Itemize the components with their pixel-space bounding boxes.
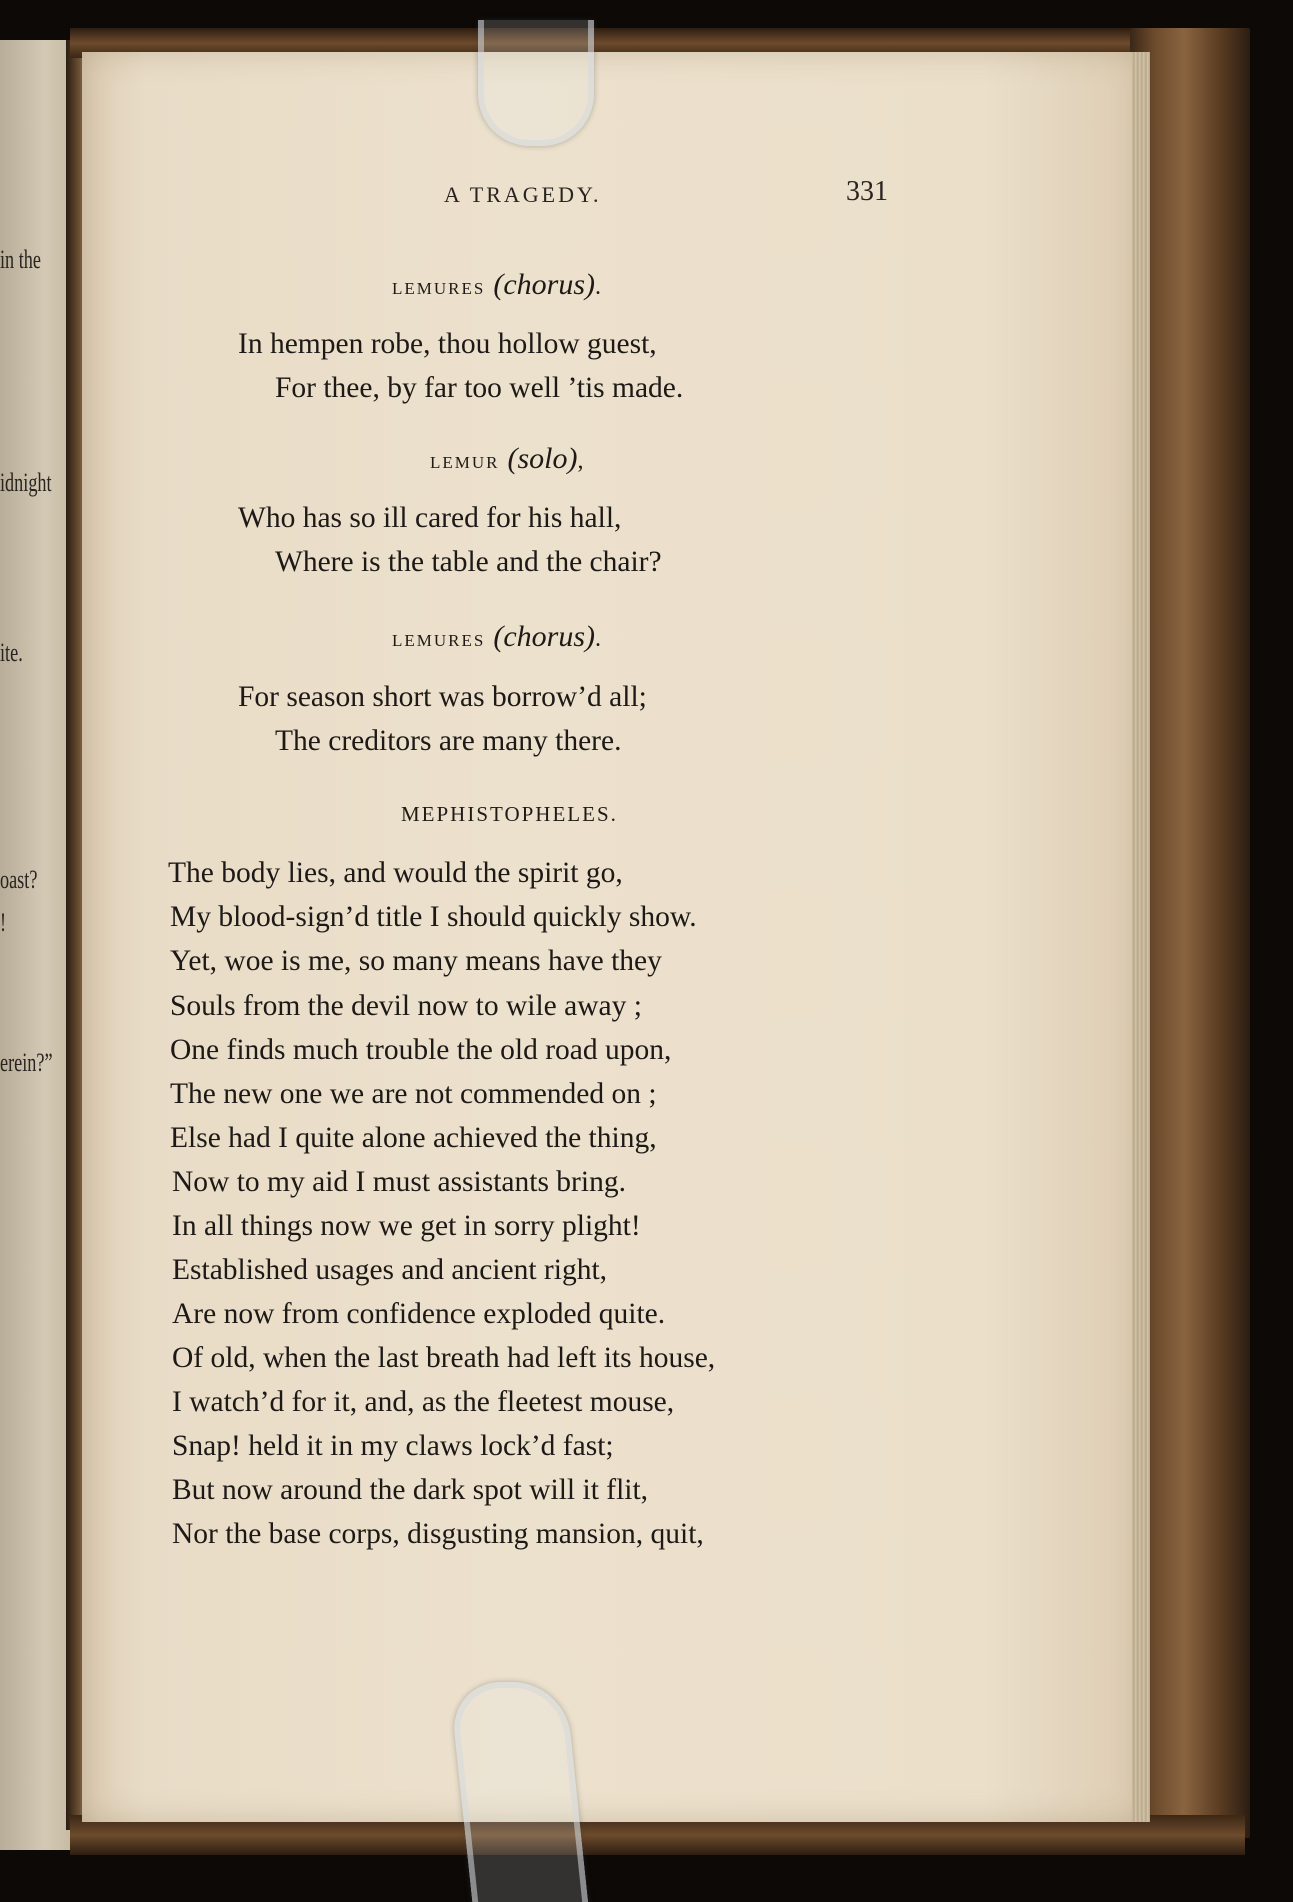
page-stack-edge — [1132, 52, 1150, 1822]
page-number: 331 — [846, 176, 888, 207]
verse-line: My blood-sign’d title I should quickly show. — [170, 901, 697, 933]
speaker-punctuation: , — [577, 448, 586, 474]
verse-line: In all things now we get in sorry plight! — [172, 1210, 641, 1242]
left-page-fragment: in the — [0, 245, 41, 274]
verse-line: The body lies, and would the spirit go, — [168, 857, 623, 889]
speaker-name: lemures — [392, 274, 486, 300]
left-page-fragment: oast? — [0, 865, 38, 894]
stage-direction: chorus — [503, 268, 586, 301]
verse-line: Yet, woe is me, so many means have they — [170, 945, 662, 977]
speaker-punctuation: . — [595, 274, 604, 300]
verse-line: Nor the base corps, disgusting mansion, quit, — [172, 1518, 704, 1550]
left-page-fragment: idnight — [0, 468, 52, 497]
verse-line: Are now from confidence exploded quite. — [172, 1298, 666, 1330]
left-page-fragment: ! — [0, 908, 7, 937]
left-page-fragment: erein?” — [0, 1048, 53, 1077]
verse-line: The new one we are not commended on ; — [170, 1078, 657, 1110]
verse-line: Else had I quite alone achieved the thing, — [170, 1122, 657, 1154]
stage-direction: chorus — [503, 620, 586, 653]
running-head: A TRAGEDY. — [444, 182, 602, 207]
speaker-heading: lemures (chorus). — [392, 268, 604, 301]
left-page-fragment: ite. — [0, 638, 23, 667]
verse-line: I watch’d for it, and, as the fleetest mouse, — [172, 1386, 675, 1418]
verse-line: In hempen robe, thou hollow guest, — [238, 328, 657, 360]
verse-line: Where is the table and the chair? — [275, 546, 662, 578]
verse-line: One finds much trouble the old road upon, — [170, 1034, 672, 1066]
top-page-clip — [478, 20, 594, 146]
speaker-name: lemur — [430, 448, 500, 474]
verse-line: Souls from the devil now to wile away ; — [170, 990, 642, 1022]
verse-line: Of old, when the last breath had left its house, — [172, 1342, 716, 1374]
speaker-heading — [401, 802, 618, 827]
verse-line: But now around the dark spot will it flit, — [172, 1474, 649, 1506]
speaker-heading: lemur (solo), — [430, 442, 586, 475]
verse-line: Who has so ill cared for his hall, — [238, 502, 622, 534]
verse-line: For season short was borrow’d all; — [238, 681, 647, 713]
speaker-heading: lemures (chorus). — [392, 620, 604, 653]
verse-line: Snap! held it in my claws lock’d fast; — [172, 1430, 614, 1462]
verse-line: For thee, by far too well ’tis made. — [275, 372, 684, 404]
verse-line: Established usages and ancient right, — [172, 1254, 608, 1286]
speaker-name: MEPHISTOPHELES. — [401, 802, 618, 826]
speaker-punctuation: . — [595, 626, 604, 652]
verse-line: The creditors are many there. — [275, 725, 622, 757]
stage-direction: solo — [517, 442, 568, 475]
speaker-name: lemures — [392, 626, 486, 652]
verse-line: Now to my aid I must assistants bring. — [172, 1166, 626, 1198]
